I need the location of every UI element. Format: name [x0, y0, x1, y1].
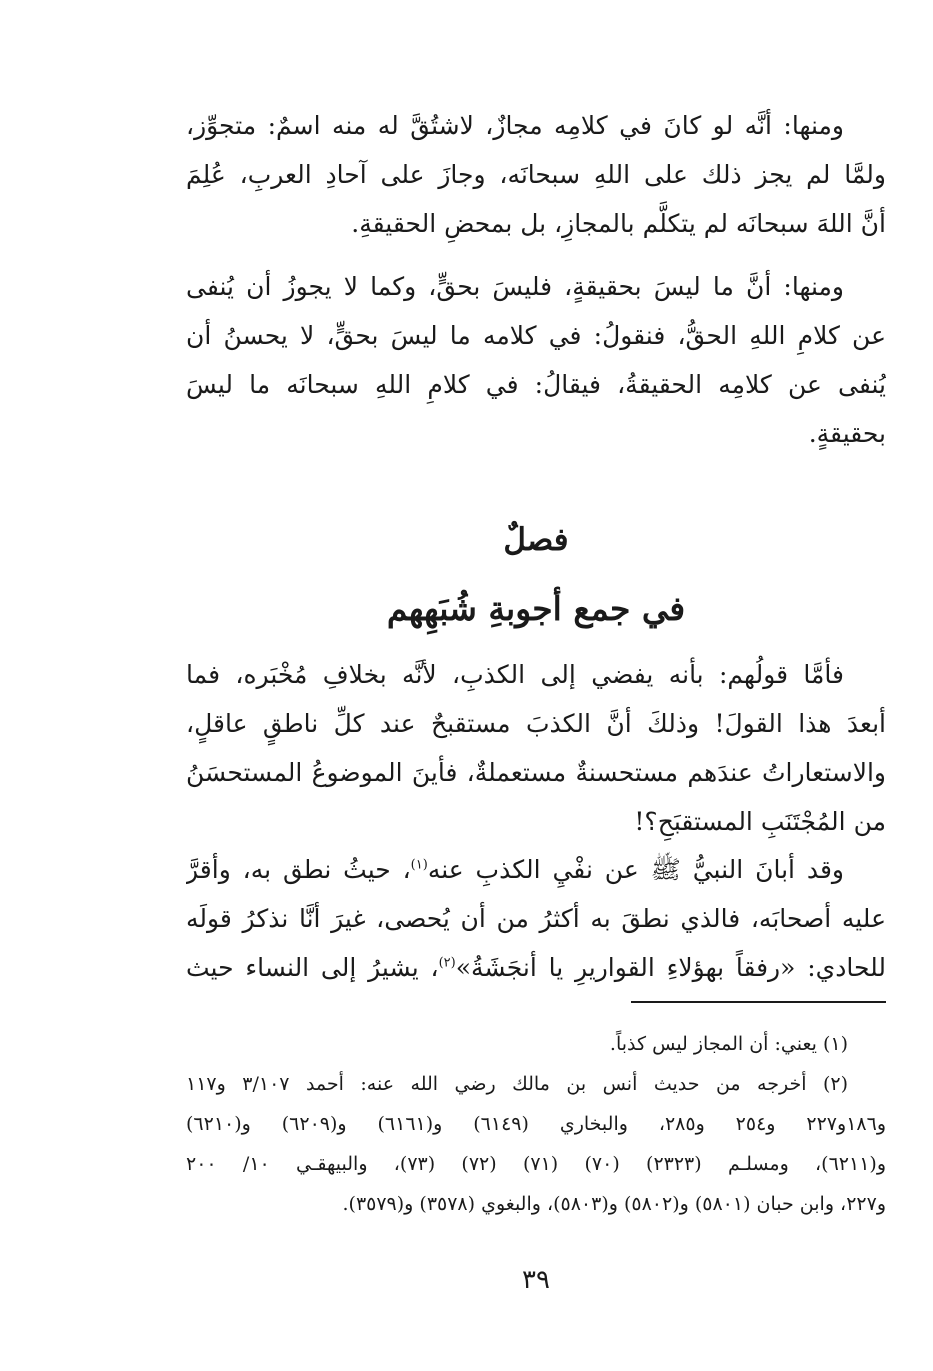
text-line: أنَّ اللهَ سبحانَه لم يتكلَّم بالمجازِ، بل بمحضِ الحقيقةِ.	[351, 209, 886, 238]
page-number: ٣٩	[522, 1265, 550, 1295]
section-label: فصلٌ	[503, 522, 569, 558]
footnote-2-line: و١٨٦و٢٢٧ و٢٥٤ و٢٨٥، والبخاري (٦١٤٩) و(٦١٦١) و(٦٢٠٩) و(٦٢١٠)	[186, 1113, 886, 1135]
text-line: يُنفى عن كلامِه الحقيقةُ، فيقالُ: في كلامِ اللهِ سبحانَه ما ليسَ	[186, 370, 886, 399]
text-segment: وقد أبانَ النبيُّ ﷺ عن نفْيِ الكذبِ عنه	[427, 855, 844, 884]
text-line: عليه أصحابَه، فالذي نطقَ به أكثرُ من أن يُحصى، غيرَ أنَّا نذكرُ قولَه	[186, 904, 886, 933]
text-line: والاستعاراتُ عندَهم مستحسنةٌ مستعملةٌ، فأينَ الموضوعُ المستحسَنُ	[186, 758, 886, 787]
text-line: عن كلامِ اللهِ الحقُّ، فنقولُ: في كلامه ما ليسَ بحقٍّ، لا يحسنُ أن	[186, 321, 886, 350]
footnotes	[186, 1024, 886, 1224]
paragraph-3	[186, 650, 886, 846]
text-line	[186, 943, 886, 992]
text-line: أبعدَ هذا القولَ! وذلكَ أنَّ الكذبَ مستقبحٌ عند كلِّ ناطقٍ عاقلٍ،	[186, 709, 886, 738]
text-line: ومنها: أنَّه لو كانَ في كلامِه مجازٌ، لاشتُقَّ له منه اسمٌ: متجوِّز،	[186, 111, 844, 140]
book-page	[186, 0, 886, 1371]
text-segment: ، يشيرُ إلى النساء حيث	[186, 953, 439, 982]
section-title: في جمع أجوبةِ شُبَهِهم	[386, 589, 686, 628]
paragraph-1	[186, 101, 886, 248]
footnote-ref-1[interactable]: (١)	[410, 857, 428, 873]
footnote-2-line: و(٦٢١١)، ومسلـم (٢٣٢٣) (٧٠) (٧١) (٧٢) (٧٣)، والبيهقـي ١٠/ ٢٠٠	[186, 1153, 886, 1175]
text-line: ومنها: أنَّ ما ليسَ بحقيقةٍ، فليسَ بحقٍّ، وكما لا يجوزُ أن يُنفى	[186, 272, 844, 301]
footnote-2-line: (٢) أخرجه من حديث أنس بن مالك رضي الله عنه: أحمد ٣/١٠٧ و١١٧	[186, 1073, 848, 1095]
text-segment: للحادي: «رفقاً بهؤلاءِ القواريرِ يا أنجَشَةُ»	[455, 953, 886, 982]
text-line: من المُجْتَنَبِ المستقبَحِ؟!	[634, 807, 886, 836]
text-line: فأمَّا قولُهم: بأنه يفضي إلى الكذبِ، لأنَّه بخلافِ مُخْبَره، فما	[186, 660, 844, 689]
text-line: بحقيقةٍ.	[808, 419, 886, 448]
text-line	[186, 845, 886, 894]
footnote-ref-2[interactable]: (٢)	[438, 955, 456, 971]
text-line: ولمَّا لم يجز ذلك على اللهِ سبحانَه، وجازَ على آحادِ العربِ، عُلِمَ	[186, 160, 886, 189]
footnote-1: (١) يعني: أن المجاز ليس كذباً.	[609, 1033, 848, 1055]
paragraph-4	[186, 845, 886, 992]
footnote-2-line: و٢٢٧، وابن حبان (٥٨٠١) و(٥٨٠٢) و(٥٨٠٣)، والبغوي (٣٥٧٨) و(٣٥٧٩).	[342, 1193, 886, 1215]
text-segment: ، حيثُ نطق به، وأقرَّ	[186, 855, 411, 884]
footnote-separator	[631, 1001, 886, 1003]
paragraph-2	[186, 262, 886, 458]
